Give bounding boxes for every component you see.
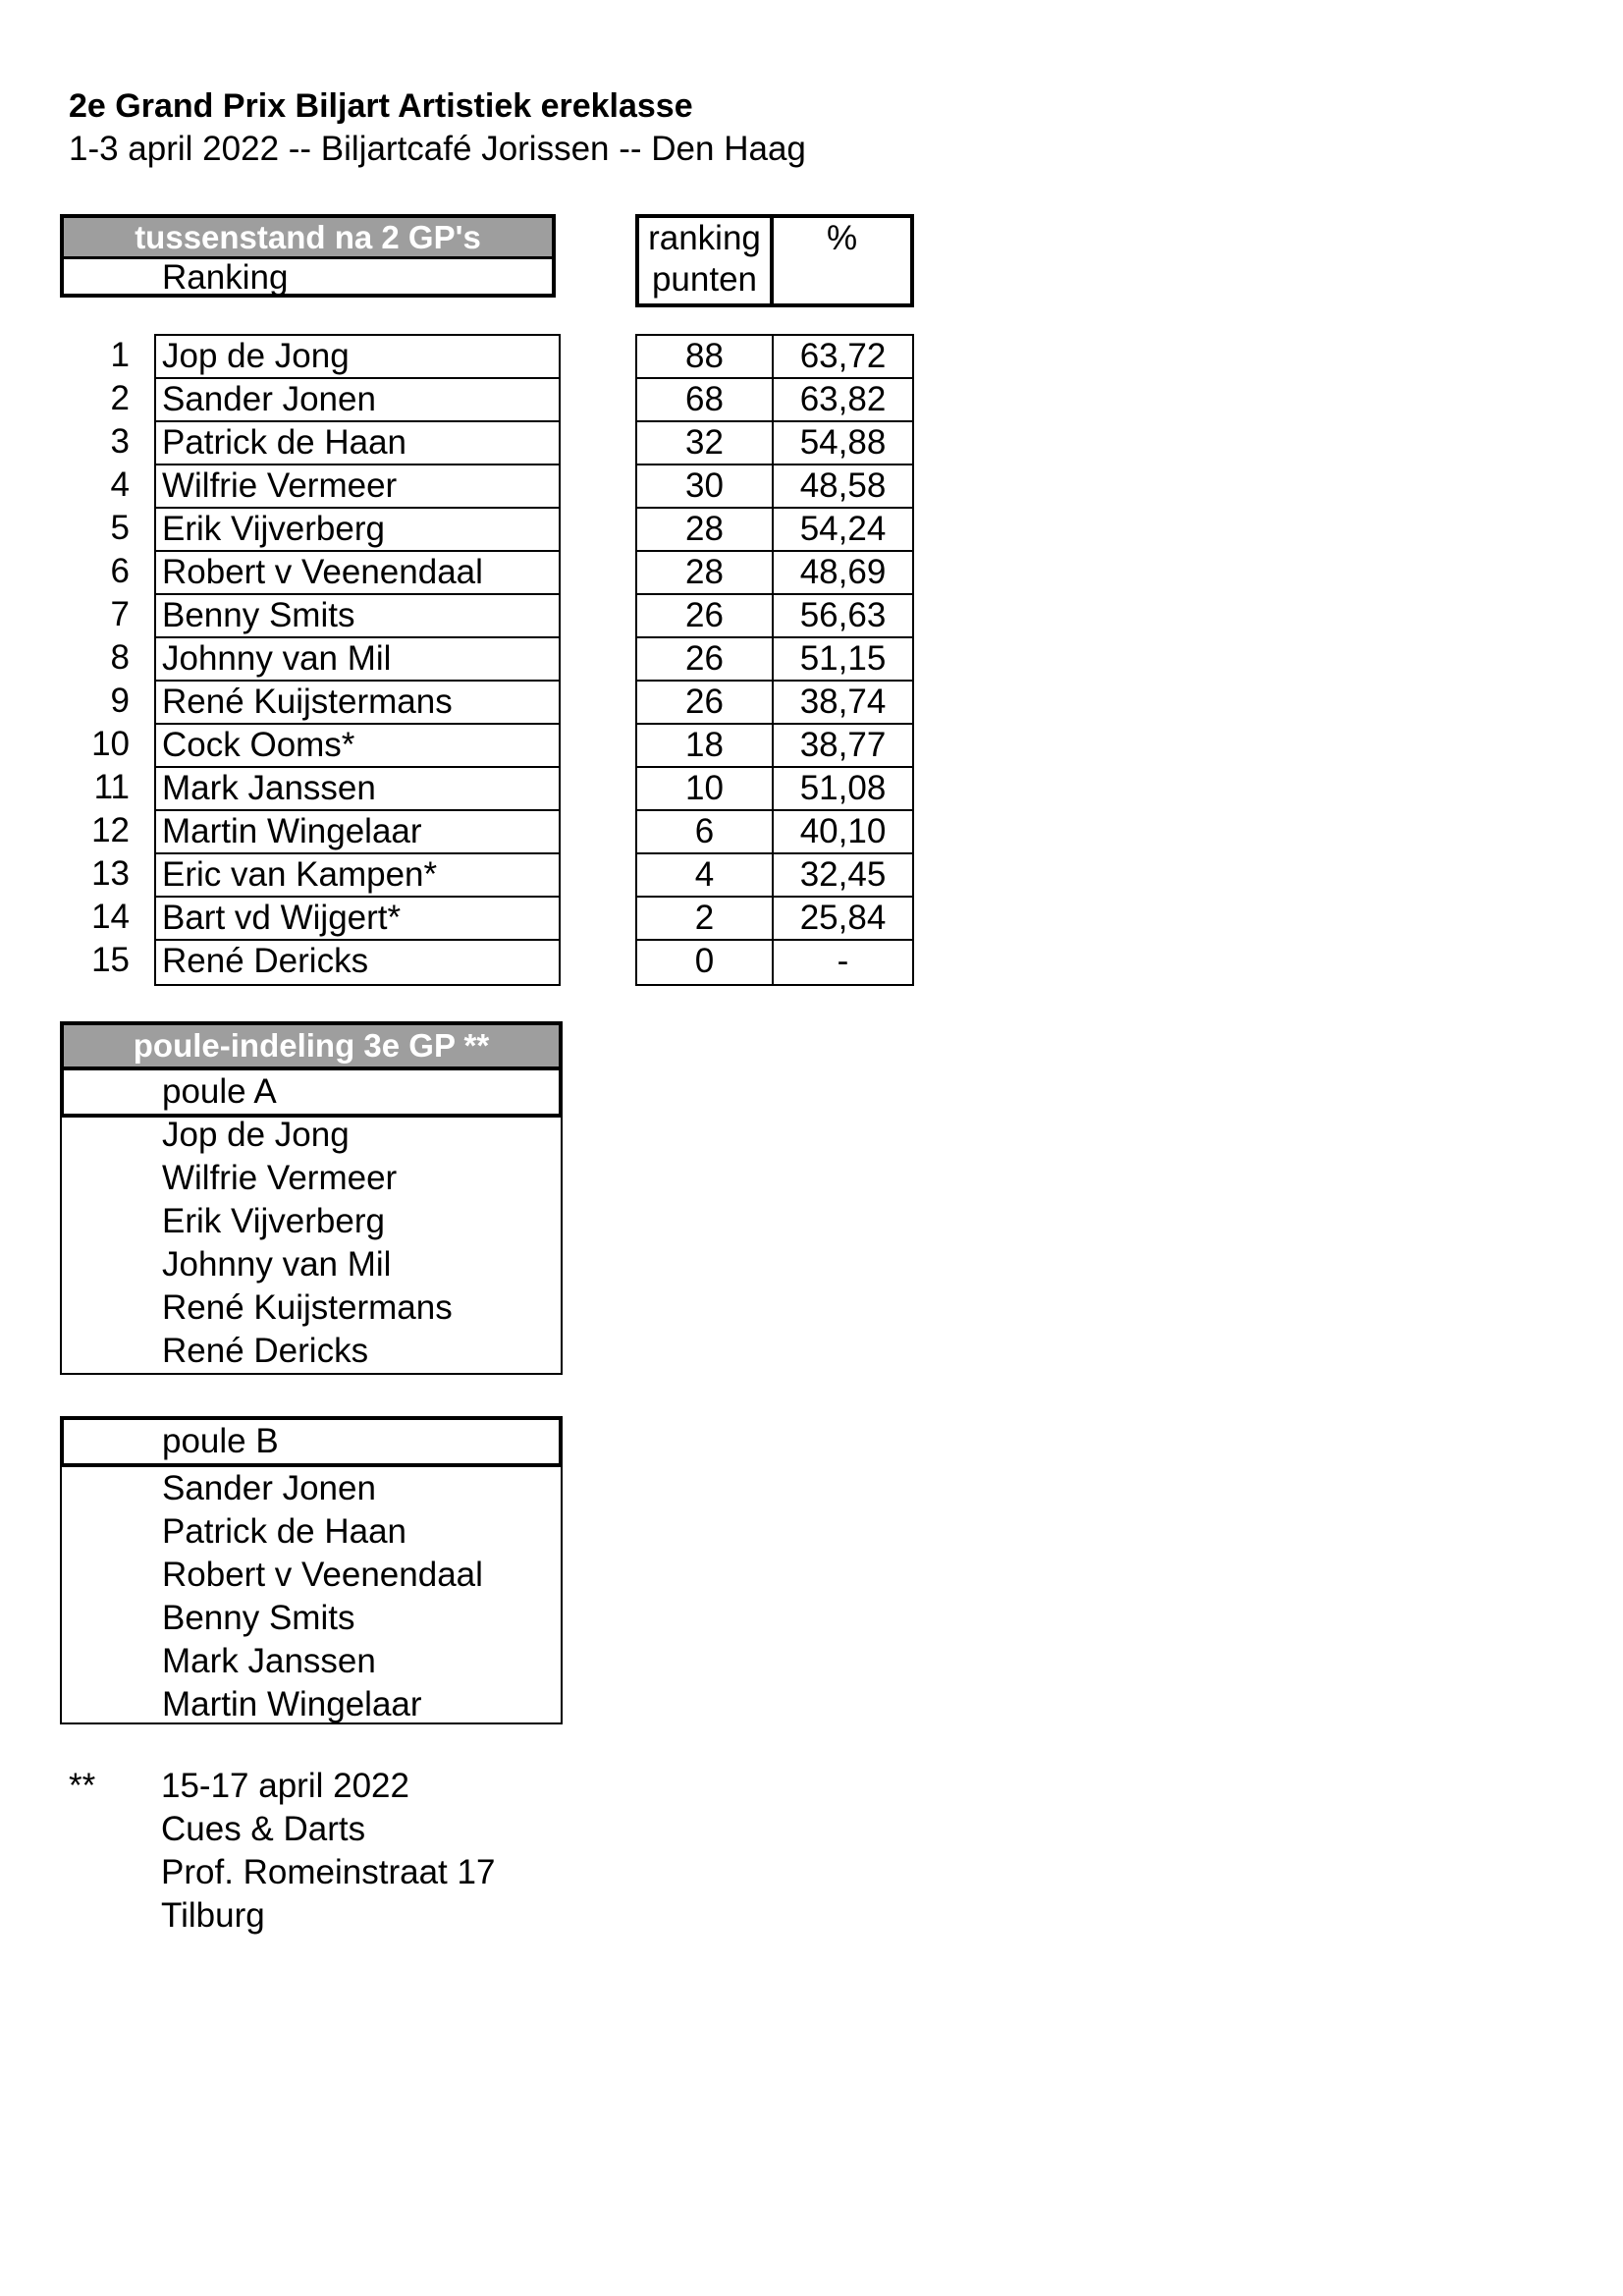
percentage: 48,58 [799, 466, 887, 505]
rank-position: 12 [91, 811, 130, 849]
footnote-line: Cues & Darts [161, 1810, 366, 1848]
rank-position: 3 [110, 422, 130, 461]
player-name: Eric van Kampen* [156, 854, 559, 898]
rank-position: 8 [110, 638, 130, 677]
ranking-points: 30 [637, 465, 774, 507]
poule-section-title: poule-indeling 3e GP ** [64, 1025, 559, 1070]
points-row [637, 465, 912, 509]
ranking-section-subtitle: Ranking [162, 258, 289, 297]
document-title: 2e Grand Prix Biljart Artistiek ereklasse [69, 87, 693, 125]
percent-column-header: % [826, 219, 858, 257]
rank-position: 9 [110, 682, 130, 720]
ranking-points: 26 [637, 595, 774, 636]
player-name: Wilfrie Vermeer [156, 465, 559, 509]
points-column-header [639, 218, 774, 303]
percentage: 32,45 [799, 855, 887, 894]
document-subtitle: 1-3 april 2022 -- Biljartcafé Jorissen -- Den Haag [69, 130, 806, 168]
ranking-points: 10 [637, 768, 774, 809]
rank-position: 6 [110, 552, 130, 590]
rank-position: 10 [91, 725, 130, 763]
poule-a-list [60, 1114, 563, 1375]
rank-position: 4 [110, 465, 130, 504]
percentage: 54,88 [799, 423, 887, 462]
points-row [637, 725, 912, 768]
footnote-mark: ** [69, 1767, 96, 1805]
poule-a-label: poule A [162, 1072, 277, 1111]
points-row [637, 682, 912, 725]
poule-b-label: poule B [162, 1422, 279, 1460]
poule-player: René Kuijstermans [162, 1288, 453, 1327]
ranking-points: 28 [637, 552, 774, 593]
percentage: 38,74 [799, 683, 887, 721]
points-header-line1: ranking [648, 219, 761, 257]
ranking-points: 2 [637, 898, 774, 939]
poule-player: Patrick de Haan [162, 1512, 407, 1551]
ranking-points: 6 [637, 811, 774, 852]
poule-b-header [60, 1416, 563, 1467]
rank-position: 7 [110, 595, 130, 633]
percentage: 51,15 [799, 639, 887, 678]
player-name: Sander Jonen [156, 379, 559, 422]
points-row [637, 898, 912, 941]
percentage: 63,72 [799, 337, 887, 375]
ranking-points: 26 [637, 682, 774, 723]
rank-position: 5 [110, 509, 130, 547]
points-row [637, 768, 912, 811]
ranking-header [60, 214, 556, 298]
rank-position: 1 [110, 336, 130, 374]
points-row [637, 379, 912, 422]
poule-player: Wilfrie Vermeer [162, 1159, 398, 1197]
percentage: - [837, 942, 849, 980]
points-row [637, 638, 912, 682]
ranking-points: 4 [637, 854, 774, 896]
player-name: René Kuijstermans [156, 682, 559, 725]
poule-player: Robert v Veenendaal [162, 1556, 483, 1594]
percentage: 25,84 [799, 899, 887, 937]
points-row [637, 509, 912, 552]
ranking-points: 68 [637, 379, 774, 420]
poule-a-header [60, 1021, 563, 1118]
poule-player: Jop de Jong [162, 1116, 350, 1154]
percentage: 54,24 [799, 510, 887, 548]
ranking-points: 32 [637, 422, 774, 464]
poule-b-list [60, 1467, 563, 1724]
points-row [637, 552, 912, 595]
footnote-line: 15-17 april 2022 [161, 1767, 409, 1805]
ranking-points: 18 [637, 725, 774, 766]
rank-position: 13 [91, 854, 130, 893]
player-name: Benny Smits [156, 595, 559, 638]
points-header [635, 214, 914, 307]
poule-player: Benny Smits [162, 1599, 355, 1637]
ranking-points: 88 [637, 336, 774, 377]
points-row [637, 336, 912, 379]
player-name: Martin Wingelaar [156, 811, 559, 854]
player-name: Jop de Jong [156, 336, 559, 379]
player-name: Mark Janssen [156, 768, 559, 811]
rank-position: 15 [91, 941, 130, 979]
points-row [637, 941, 912, 984]
rank-position: 14 [91, 898, 130, 936]
percentage: 63,82 [799, 380, 887, 418]
poule-player: Erik Vijverberg [162, 1202, 385, 1240]
player-name: Cock Ooms* [156, 725, 559, 768]
player-name: René Dericks [162, 942, 369, 980]
points-row [637, 422, 912, 465]
player-name: Robert v Veenendaal [156, 552, 559, 595]
percentage: 56,63 [799, 596, 887, 634]
footnote-line: Tilburg [161, 1896, 265, 1935]
points-row [637, 811, 912, 854]
player-name: Johnny van Mil [156, 638, 559, 682]
player-name: Erik Vijverberg [156, 509, 559, 552]
ranking-points: 0 [637, 941, 774, 984]
rank-position: 11 [93, 768, 130, 806]
poule-player: Sander Jonen [162, 1469, 376, 1507]
ranking-points: 28 [637, 509, 774, 550]
percentage: 51,08 [799, 769, 887, 807]
percentage: 48,69 [799, 553, 887, 591]
player-name: Patrick de Haan [156, 422, 559, 465]
rank-position: 2 [110, 379, 130, 417]
player-name: Bart vd Wijgert* [156, 898, 559, 941]
ranking-points: 26 [637, 638, 774, 680]
points-row [637, 854, 912, 898]
points-header-line2: punten [651, 260, 758, 299]
points-percent-column [635, 334, 914, 986]
poule-player: Mark Janssen [162, 1642, 376, 1680]
percentage: 38,77 [799, 726, 887, 764]
percentage: 40,10 [799, 812, 887, 850]
ranking-section-title: tussenstand na 2 GP's [64, 218, 552, 259]
poule-player: Martin Wingelaar [162, 1685, 422, 1723]
footnote-line: Prof. Romeinstraat 17 [161, 1853, 496, 1891]
poule-player: Johnny van Mil [162, 1245, 392, 1284]
poule-player: René Dericks [162, 1332, 369, 1370]
player-name-column [154, 334, 561, 986]
position-column [61, 334, 130, 982]
footnote-text [161, 1765, 495, 1938]
points-row [637, 595, 912, 638]
